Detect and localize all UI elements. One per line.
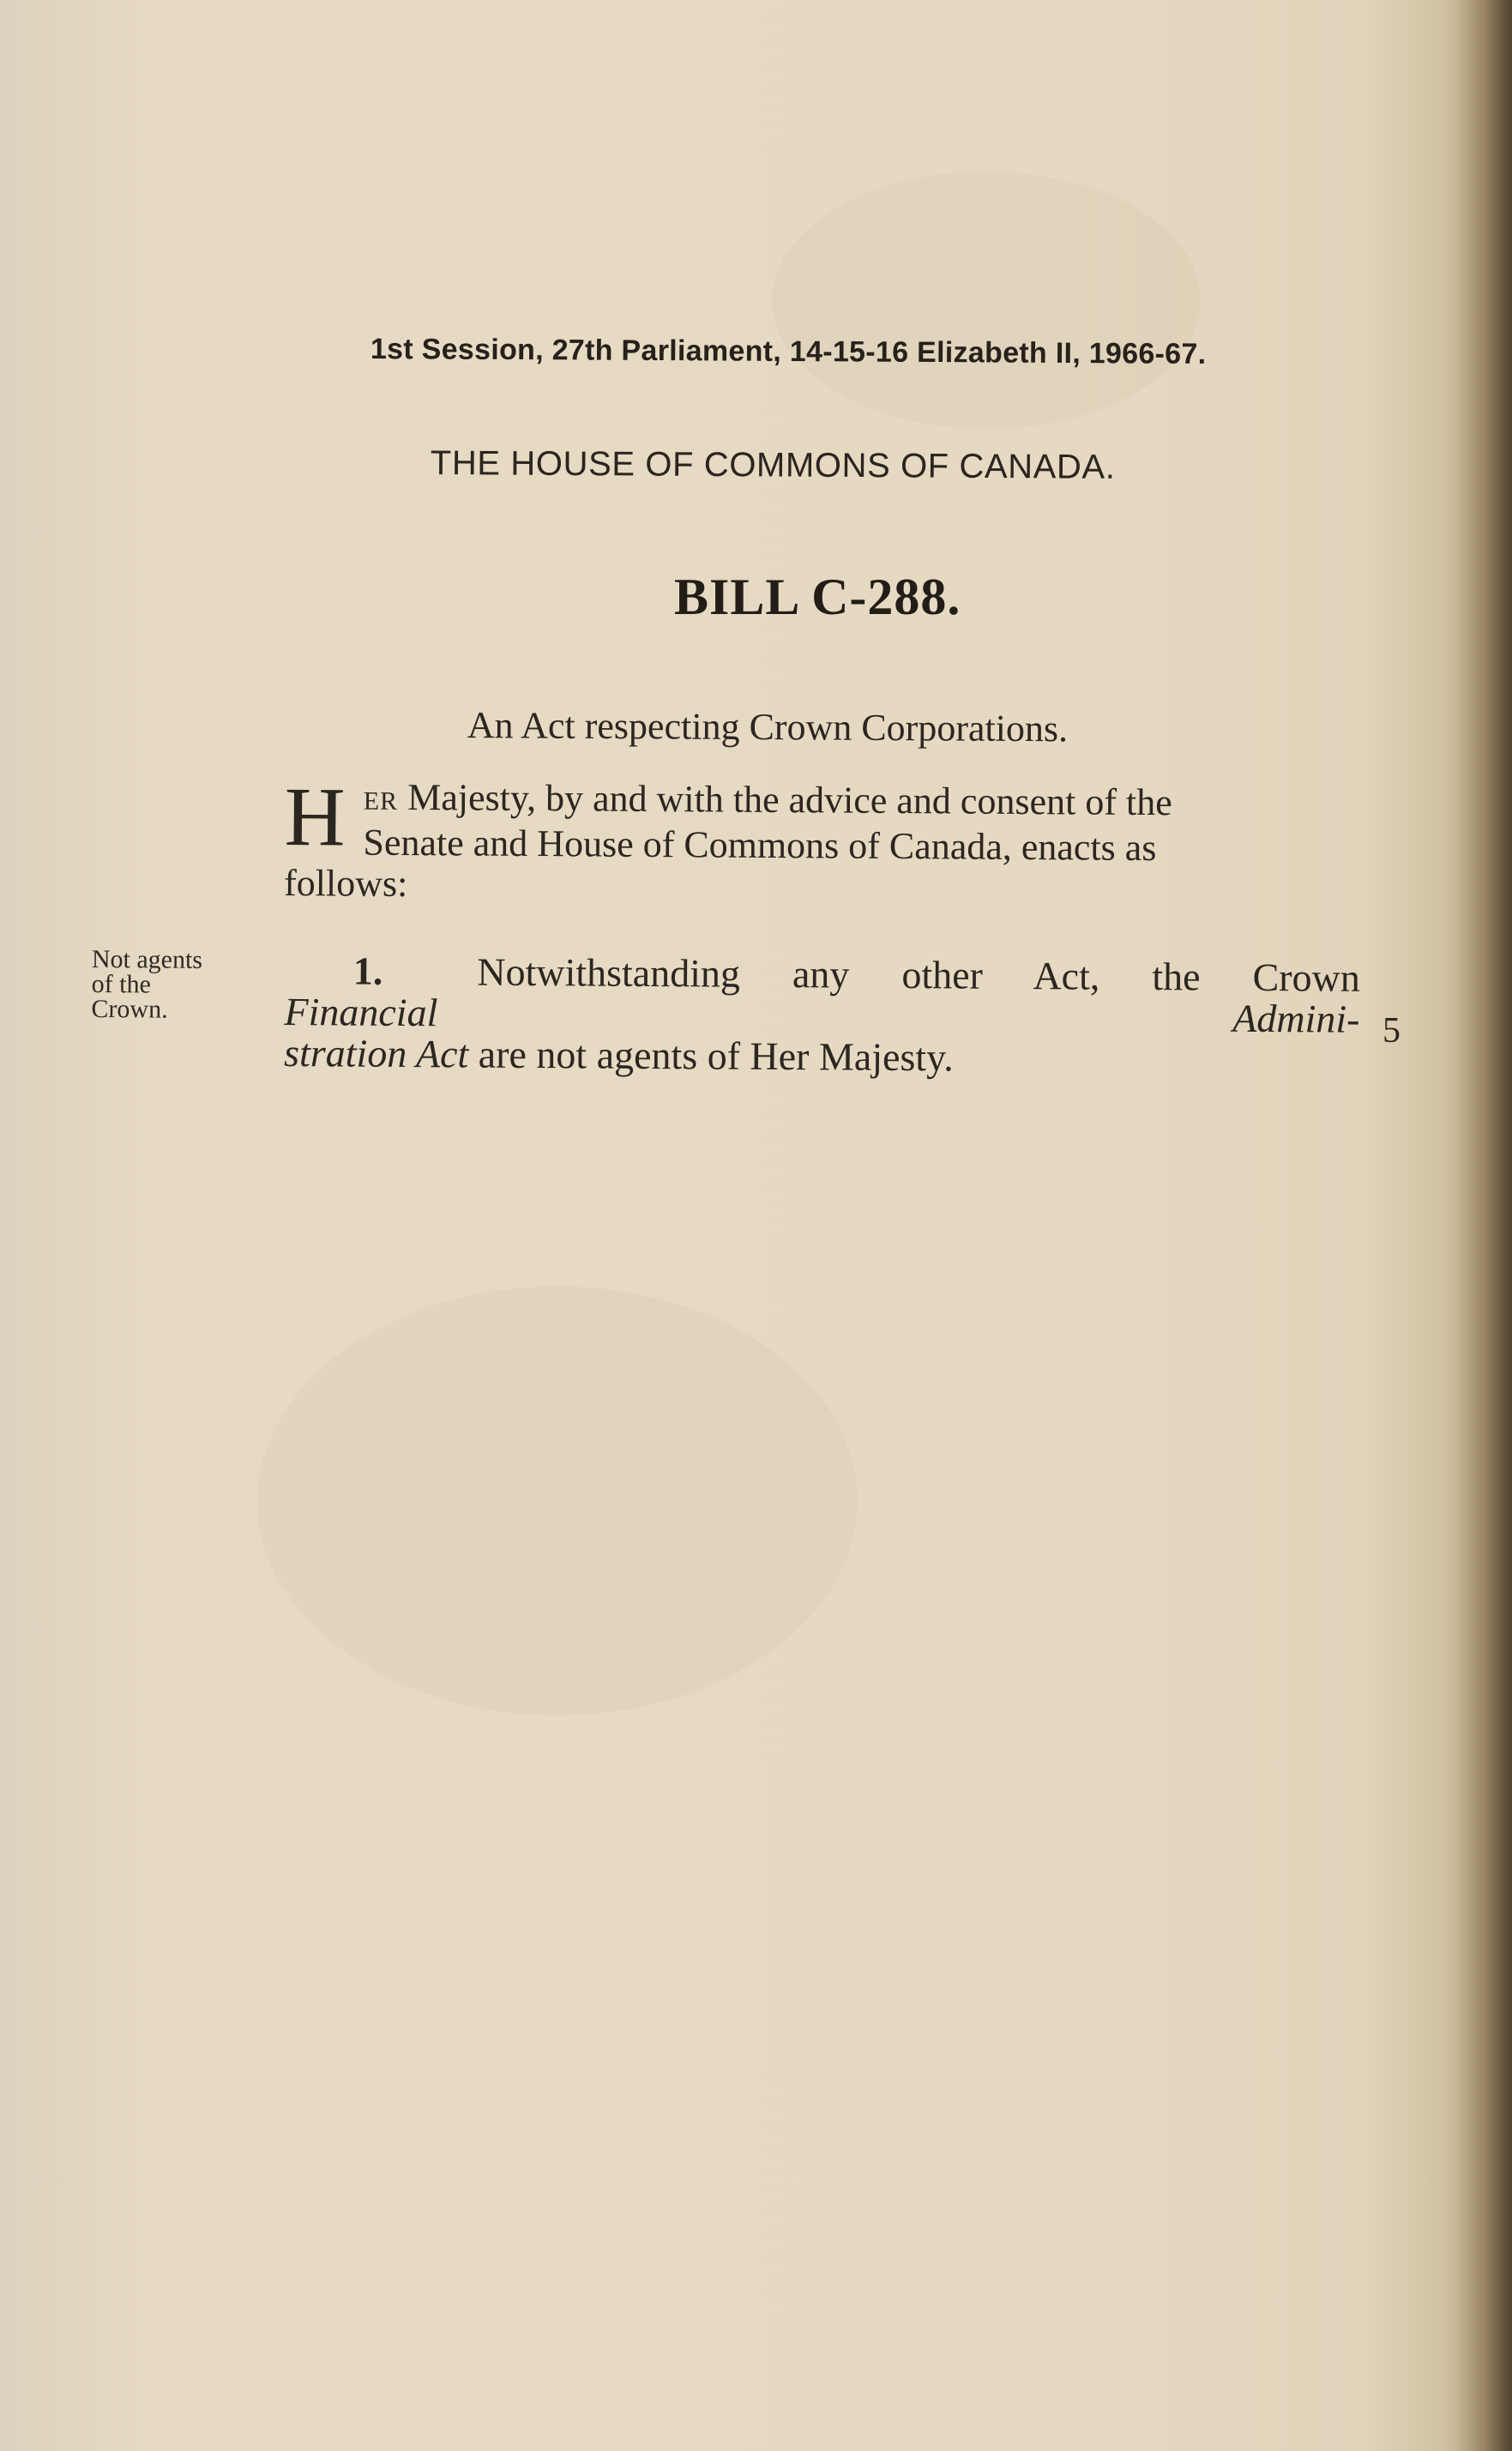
drop-cap: H xyxy=(284,771,346,864)
section-1-line-3 xyxy=(283,1030,1359,1081)
act-title: An Act respecting Crown Corporations. xyxy=(467,704,1069,750)
enacting-line-2-text: Senate and House of Commons of Canada, enacts as xyxy=(363,821,1157,870)
paper-stain xyxy=(772,172,1201,429)
enacting-line-1-text: Majesty, by and with the advice and consent of the xyxy=(398,775,1172,824)
enacting-clause xyxy=(283,771,1360,912)
section-1 xyxy=(284,950,1360,1081)
bill-title: BILL C-288. xyxy=(674,569,961,625)
act-name-italic: Financial Admini- xyxy=(284,989,1360,1041)
line-number: 5 xyxy=(1382,1011,1401,1051)
section-1-line-3-text: are not agents of Her Majesty. xyxy=(468,1032,954,1080)
binding-edge-shadow xyxy=(1457,0,1512,2451)
marginal-note xyxy=(91,947,202,1022)
enacting-line-3-text: follows: xyxy=(283,861,408,906)
marginal-note-line-3: Crown. xyxy=(91,994,168,1024)
session-heading: 1st Session, 27th Parliament, 14-15-16 Elizabeth II, 1966-67. xyxy=(370,333,1207,370)
section-number: 1. xyxy=(352,948,383,993)
house-heading: THE HOUSE OF COMMONS OF CANADA. xyxy=(430,444,1116,486)
marginal-note-line-2: of the xyxy=(91,969,151,999)
enacting-line-2 xyxy=(284,822,1359,870)
paper-stain xyxy=(257,1286,858,1715)
marginal-note-line-1: Not agents xyxy=(91,945,203,974)
small-caps: ER xyxy=(363,786,399,816)
enacting-line-3 xyxy=(284,863,1359,912)
act-name-italic-cont: stration Act xyxy=(283,1030,469,1076)
section-1-line-1-text: Notwithstanding any other Act, the Crown xyxy=(477,949,1360,1000)
